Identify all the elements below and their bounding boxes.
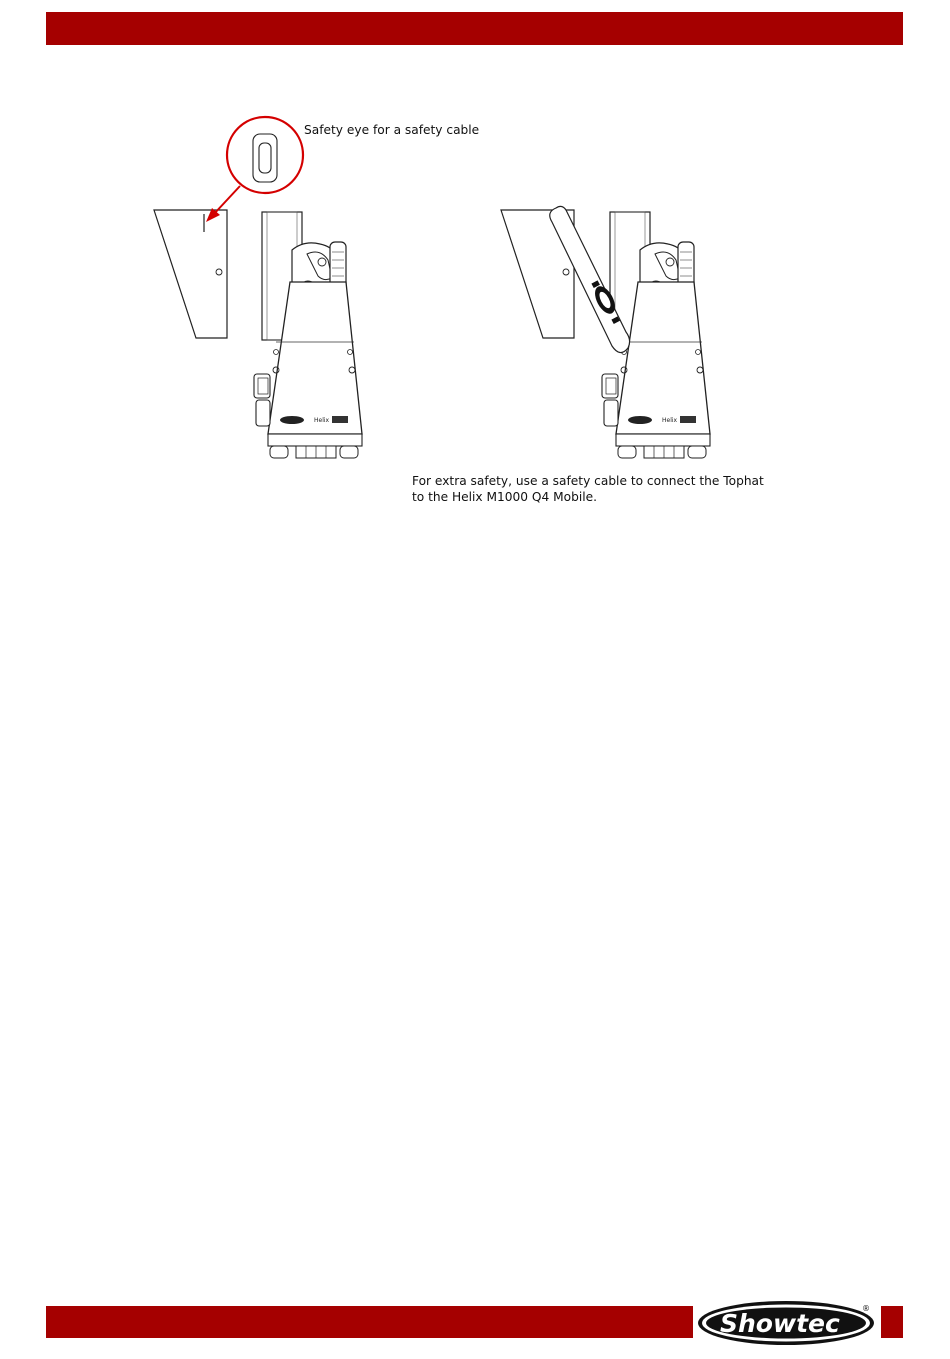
safety-cable-caption: For extra safety, use a safety cable to connect the Tophat to the Helix M1000 Q4 Mobile. <box>412 474 764 504</box>
svg-text:®: ® <box>862 1304 870 1313</box>
safety-eye-label: Safety eye for a safety cable <box>304 123 480 137</box>
tophat-installation-figure: Helix <box>0 0 950 520</box>
showtec-logo <box>694 1297 878 1349</box>
footer-bar <box>46 1306 693 1338</box>
helix-fixture-left <box>254 212 362 458</box>
svg-text:Showtec: Showtec <box>720 1309 840 1338</box>
footer-bar-end <box>881 1306 903 1338</box>
tophat-panel-left <box>154 210 227 338</box>
